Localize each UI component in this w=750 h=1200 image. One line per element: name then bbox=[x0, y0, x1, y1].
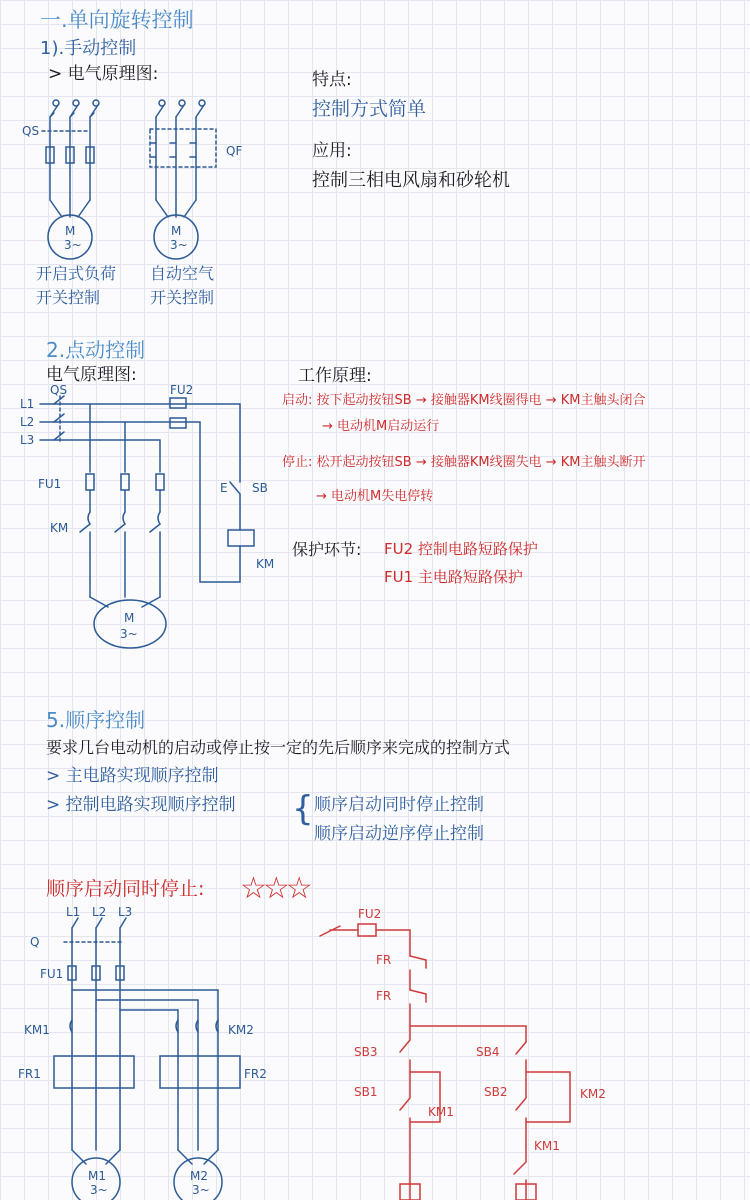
section1-title: 一.单向旋转控制 bbox=[40, 8, 194, 32]
km1b-contact-label: KM1 bbox=[534, 1139, 560, 1153]
section5-title: 5.顺序控制 bbox=[46, 708, 146, 732]
km2-label: KM2 bbox=[228, 1023, 254, 1037]
e-label: E bbox=[220, 481, 228, 495]
fr-a-label: FR bbox=[376, 953, 392, 967]
feature-label: 特点: bbox=[312, 70, 352, 90]
air-switch-circuit bbox=[150, 100, 216, 259]
manual-control-diagram bbox=[20, 95, 250, 265]
protection-item-2: FU1 主电路短路保护 bbox=[384, 568, 523, 586]
qs-label: QS bbox=[50, 383, 68, 397]
start-line-1: 启动: 按下起动按钮SB → 接触器KM线圈得电 → KM主触头闭合 bbox=[282, 393, 646, 408]
m2-label: M2 bbox=[190, 1169, 208, 1183]
caption-left-1: 开启式负荷 bbox=[36, 264, 117, 283]
q-label: Q bbox=[30, 935, 40, 949]
brace: { bbox=[292, 789, 314, 829]
protection-label: 保护环节: bbox=[292, 540, 362, 559]
caption-right-1: 自动空气 bbox=[150, 264, 215, 283]
km1-contact-label: KM1 bbox=[428, 1105, 454, 1119]
fu2-label: FU2 bbox=[170, 383, 194, 397]
star-rating: ☆☆☆ bbox=[240, 871, 309, 906]
section1-schematic-label: > 电气原理图: bbox=[48, 64, 159, 84]
l3-label: L3 bbox=[118, 905, 133, 919]
motor-left-phase: 3~ bbox=[64, 238, 82, 252]
work-principle-title: 工作原理: bbox=[298, 366, 372, 386]
fr-b-label: FR bbox=[376, 989, 392, 1003]
usage-label: 应用: bbox=[312, 141, 352, 161]
l2-label: L2 bbox=[92, 905, 107, 919]
motor-left-label: M bbox=[65, 224, 76, 238]
sb4-label: SB4 bbox=[476, 1045, 500, 1059]
km-label: KM bbox=[50, 521, 69, 535]
fr1-label: FR1 bbox=[18, 1067, 41, 1081]
section5-bullet-1: > 主电路实现顺序控制 bbox=[46, 766, 219, 786]
usage-text: 控制三相电风扇和砂轮机 bbox=[312, 170, 510, 191]
m1-label: M1 bbox=[88, 1169, 106, 1183]
brace-item-2: 顺序启动逆序停止控制 bbox=[314, 824, 484, 844]
stop-line-2: → 电动机M失电停转 bbox=[316, 489, 434, 504]
section1-subtitle: 1).手动控制 bbox=[40, 38, 137, 59]
sb-label: SB bbox=[252, 481, 268, 495]
section5-definition: 要求几台电动机的启动或停止按一定的先后顺序来完成的控制方式 bbox=[46, 738, 511, 757]
fu2-label: FU2 bbox=[358, 907, 382, 921]
jog-control-diagram bbox=[20, 383, 280, 657]
fu1-label: FU1 bbox=[40, 967, 64, 981]
motor-right-phase: 3~ bbox=[170, 238, 188, 252]
qf-label: QF bbox=[226, 144, 243, 158]
motor-phase: 3~ bbox=[120, 627, 138, 641]
caption-right-2: 开关控制 bbox=[150, 288, 215, 307]
section5-bullet-2: > 控制电路实现顺序控制 bbox=[46, 795, 236, 815]
section5-subtitle: 顺序启动同时停止: bbox=[46, 878, 205, 900]
protection-item-1: FU2 控制电路短路保护 bbox=[384, 540, 538, 558]
motor-label: M bbox=[124, 611, 135, 625]
l3-label: L3 bbox=[20, 433, 35, 447]
fr2-label: FR2 bbox=[244, 1067, 267, 1081]
sb3-label: SB3 bbox=[354, 1045, 378, 1059]
l1-label: L1 bbox=[66, 905, 81, 919]
m2-phase: 3~ bbox=[192, 1183, 210, 1197]
l2-label: L2 bbox=[20, 415, 35, 429]
stop-line-1: 停止: 松开起动按钮SB → 接触器KM线圈失电 → KM主触头断开 bbox=[282, 455, 646, 470]
sb2-label: SB2 bbox=[484, 1085, 508, 1099]
km-coil-label: KM bbox=[256, 557, 275, 571]
km1-label: KM1 bbox=[24, 1023, 50, 1037]
start-line-2: → 电动机M启动运行 bbox=[322, 419, 440, 434]
section2-title: 2.点动控制 bbox=[46, 338, 146, 362]
m1-phase: 3~ bbox=[90, 1183, 108, 1197]
caption-left-2: 开关控制 bbox=[36, 288, 101, 307]
sequence-main-circuit bbox=[18, 905, 288, 1200]
fu1-label: FU1 bbox=[38, 477, 62, 491]
section2-schematic-label: 电气原理图: bbox=[46, 365, 137, 385]
sb1-label: SB1 bbox=[354, 1085, 378, 1099]
km2-contact-label: KM2 bbox=[580, 1087, 606, 1101]
qs-label: QS bbox=[22, 124, 40, 138]
l1-label: L1 bbox=[20, 397, 35, 411]
brace-item-1: 顺序启动同时停止控制 bbox=[314, 795, 484, 815]
sequence-control-circuit bbox=[300, 900, 630, 1200]
motor-right-label: M bbox=[171, 224, 182, 238]
feature-text: 控制方式简单 bbox=[312, 98, 427, 120]
